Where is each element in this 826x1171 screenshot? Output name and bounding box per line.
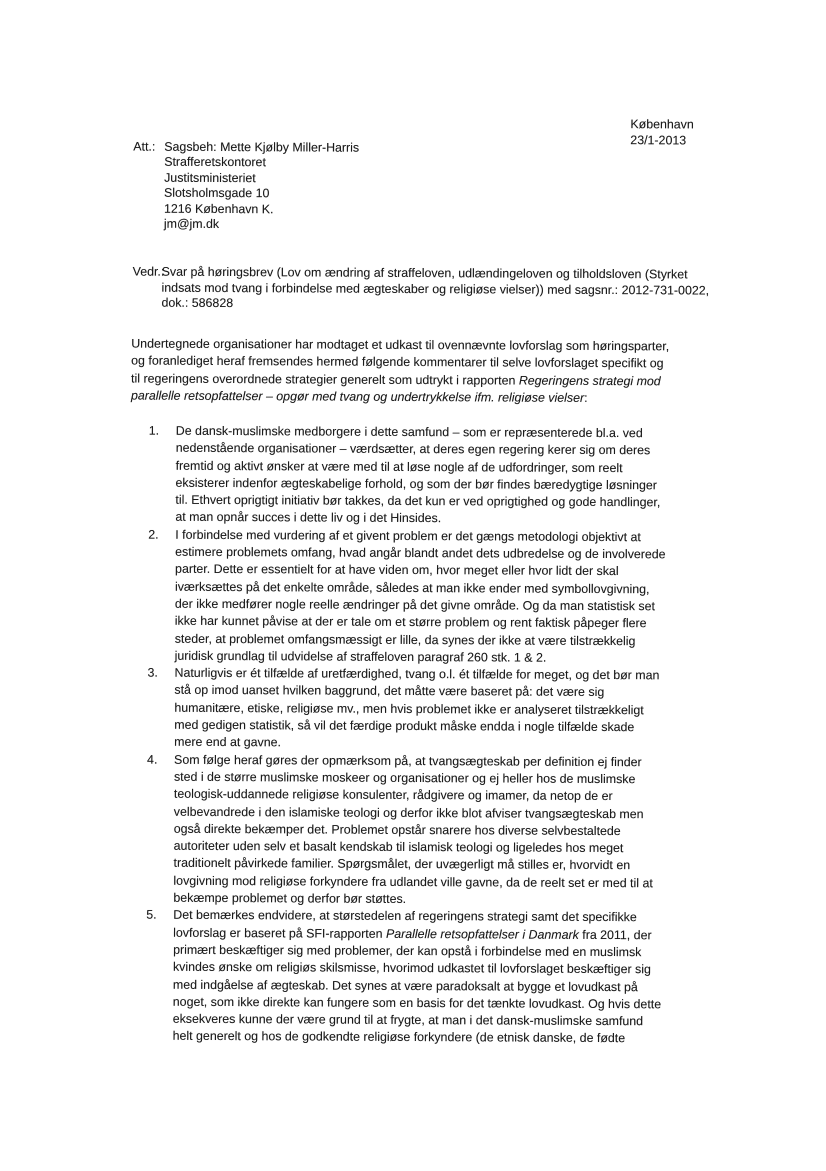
text-line: der ikke medfører nogle reelle ændringer på det givne område. Og da man statistisk set: [174, 596, 655, 614]
text-line: Undertegnede organisationer har modtaget et udkast til ovennævnte lovforslag som høringsparter,: [131, 336, 670, 354]
text-line: lovforslag er baseret på SFI-rapporten Parallelle retsopfattelser i Danmark fra 2011, der: [173, 925, 652, 942]
text-line: Naturligvis er ét tilfælde af uretfærdighed, tvang o.l. ét tilfælde for meget, og det bør man: [174, 665, 660, 683]
text-line: ikke har kunnet påvise at der er tale om et større problem og rent faktisk påpeger flere: [174, 614, 647, 631]
text-line: til regeringens overordnede strategier generelt som udtrykt i rapporten Regeringens strategi mod: [131, 371, 661, 388]
text-line: stå op imod uanset hvilken baggrund, det måtte være baseret på: det være sig: [174, 683, 605, 700]
text-line: med indgåelse af ægteskab. Det synes at være paradoksalt at bygge et lovudkast på: [172, 977, 638, 994]
list-item: [146, 751, 664, 909]
list-item-number: 1.: [148, 423, 160, 438]
date: 23/1-2013: [630, 132, 687, 148]
text-line: bekæmpe problemet og derfor bør støttes.: [173, 890, 407, 906]
text-line: fremtid og aktivt ønsker at være med til at løse nogle af de udfordringer, som reelt: [175, 458, 623, 475]
text-line: teologisk-uddannede religiøse konsulenter, rådgivere og imamer, da netop de er: [173, 786, 613, 804]
text-line: Strafferetskontoret: [164, 155, 266, 170]
subject-lines: [161, 265, 709, 315]
text-line: juridisk grundlag til udvidelse af straffeloven paragraf 260 stk. 1 & 2.: [174, 648, 547, 665]
text-line: jm@jm.dk: [163, 216, 220, 232]
text-line: Svar på høringsbrev (Lov om ændring af straffeloven, udlændingeloven og tilholdsloven (Styrket: [161, 264, 688, 282]
text-line: Justitsministeriet: [164, 170, 256, 185]
recipient-block: [133, 140, 359, 234]
numbered-list: [146, 423, 667, 1048]
recipient-lines: [164, 140, 359, 233]
text-line: også direkte bekæmper det. Problemet opstår snarere hos diverse selvbestaltede: [173, 821, 621, 838]
text-line: parallelle retsopfattelser – opgør med tvang og undertrykkelse ifm. religiøse vielser:: [130, 388, 588, 405]
subject-block: [132, 265, 709, 315]
text-line: sted i de større muslimske moskeer og organisationer og ej heller hos de muslimske: [173, 769, 636, 787]
list-item-text: [175, 527, 666, 668]
list-item-number: 5.: [146, 907, 157, 922]
text-line: parter. Dette er essentielt for at have viden om, hvor meget eller hvor lidt der skal: [175, 562, 619, 579]
text-line: De dansk-muslimske medborgere i dette samfund – som er repræsenterede bl.a. ved: [175, 423, 643, 441]
text-line: indsats mod tvang i forbindelse med ægteskaber og religiøse vielser)) med sagsnr.: 2012-731-0022,: [161, 280, 710, 298]
att-label: Att.:: [133, 139, 156, 154]
text-line: mere end at gavne.: [174, 735, 281, 750]
text-line: eksekveres kunne der være grund til at frygte, at man i det dansk-muslimske samfund: [172, 1011, 644, 1029]
text-line: helt generelt og hos de godkendte religiøse forkyndere (de etnisk danske, de fødte: [172, 1029, 626, 1046]
subject-label: Vedr.:: [132, 264, 165, 279]
list-item-text: [174, 665, 659, 754]
text-line: lovgivning mod religiøse forkyndere fra udlandet ville gavne, da de reelt set er med til at: [173, 873, 653, 890]
text-line: Slotsholmsgade 10: [164, 185, 270, 201]
text-line: iværksættes på det enkelte område, således at man ikke ender med symbollovgivning,: [174, 579, 650, 596]
text-line: dok.: 586828: [161, 295, 234, 311]
place: København: [630, 117, 694, 132]
text-line: med gedigen statistik, så vil det færdige produkt måske endda i nogle tilfælde skade: [174, 717, 635, 735]
list-item-number: 3.: [147, 665, 158, 680]
list-item-text: [173, 907, 662, 1048]
text-line: Det bemærkes endvidere, at størstedelen af regeringens strategi samt det specifikke: [173, 908, 637, 925]
list-item: [147, 665, 665, 754]
list-item: [148, 526, 666, 667]
text-line: til. Ethvert oprigtigt initiativ bør takkes, da det kun er ved oprigtighed og gode handlinger,: [175, 492, 661, 510]
italic-text: Regeringens strategi mod: [518, 373, 661, 388]
text-line: Sagsbeh: Mette Kjølby Miller-Harris: [164, 139, 360, 155]
italic-text: Parallelle retsopfattelser i Danmark: [385, 926, 579, 942]
text-line: estimere problemets omfang, hvad angår blandt andet dets udbredelse og de involverede: [175, 544, 666, 562]
list-item-number: 4.: [147, 752, 158, 767]
text-line: at man opnår succes i dette liv og i det Hinsides.: [175, 510, 442, 526]
text-line: I forbindelse med vurdering af et givent problem er det gængs metodologi objektivt at: [175, 527, 641, 544]
text-line: 1216 København K.: [163, 201, 274, 216]
italic-text: parallelle retsopfattelser – opgør med tvang og undertrykkelse ifm. religiøse vielser: [130, 388, 585, 405]
list-item: [148, 423, 666, 529]
text-line: noget, som ikke direkte kan fungere som en basis for det tænkte lovudkast. Og hvis dette: [172, 994, 662, 1012]
dateline: [630, 117, 694, 149]
text-line: kvindes ønske om religiøs skilsmisse, hvorimod udkastet til lovforslaget beskæftiger sig: [172, 959, 651, 977]
text-line: steder, at problemet omfangsmæssigt er lille, da synes der ikke at være tilstrækkelig: [174, 631, 636, 648]
text-line: traditionelt påvirkede familier. Spørgsmålet, der uvægerligt må stilles er, hvorvidt en: [173, 856, 631, 873]
text-line: velbevandrede i den islamiske teologi og derfor ikke blot afviser tvangsægteskab men: [173, 804, 644, 821]
text-line: Som følge heraf gøres der opmærksom på, at tvangsægteskab per definition ej finder: [174, 752, 642, 769]
text-line: autoriteter uden selv et basalt kendskab til islamisk teologi og ligeledes hos meget: [173, 838, 624, 856]
list-item-number: 2.: [148, 527, 159, 542]
list-item-text: [173, 751, 653, 909]
list-item: [146, 907, 664, 1048]
intro-paragraph: [131, 336, 669, 408]
text-line: humanitære, etiske, religiøse mv., men hvis problemet ikke er analyseret tilstrækkeligt: [174, 700, 644, 717]
text-line: og foranlediget heraf fremsendes hermed følgende kommentarer til selve lovforslaget specifikt og: [131, 353, 664, 371]
text-line: eksisterer indenfor ægteskabelige forhold, og som der bør findes bæredygtige løsninger: [175, 475, 657, 493]
text-line: nedenstående organisationer – værdsætter, at deres egen regering kerer sig om deres: [175, 441, 651, 458]
list-item-text: [175, 423, 660, 529]
text-line: primært beskæftiger sig med problemer, der kan opstå i forbindelse med en muslimsk: [173, 942, 642, 960]
